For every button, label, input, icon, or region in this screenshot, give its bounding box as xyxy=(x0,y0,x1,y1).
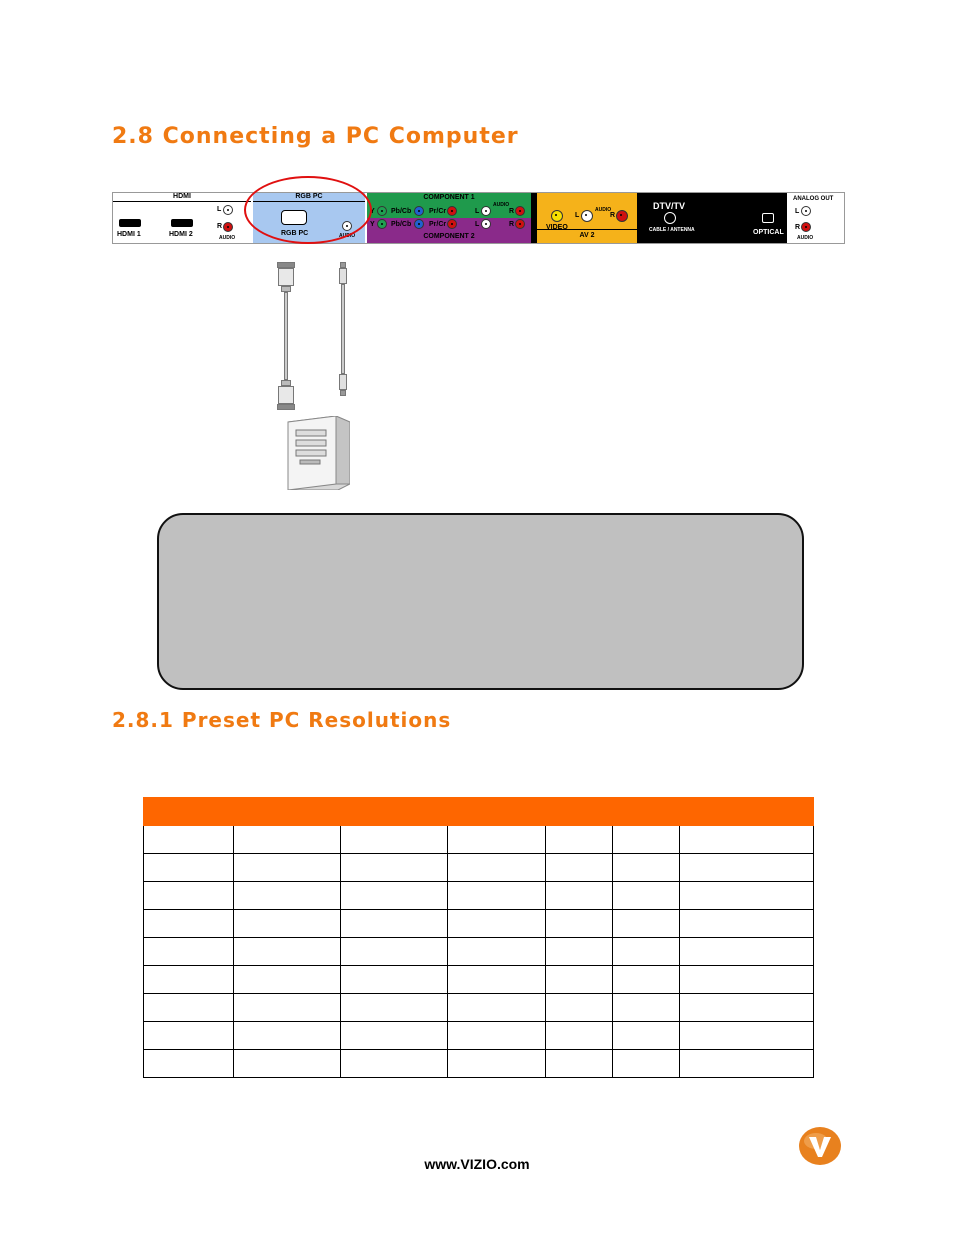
table-cell xyxy=(613,994,680,1022)
table-cell xyxy=(613,966,680,994)
table-cell xyxy=(448,994,546,1022)
table-cell xyxy=(144,854,234,882)
component-1-title: COMPONENT 1 xyxy=(423,194,475,201)
table-row xyxy=(144,910,814,938)
tv-rear-panel xyxy=(112,192,845,244)
hdmi-audio-l-jack-icon xyxy=(223,205,233,215)
analog-audio-label: AUDIO xyxy=(797,235,814,241)
comp1-pb-label: Pb/Cb xyxy=(391,208,412,215)
table-cell xyxy=(341,1022,448,1050)
comp1-pb-jack-icon xyxy=(414,206,424,216)
comp1-audio-label: AUDIO xyxy=(493,202,510,208)
table-row xyxy=(144,1050,814,1078)
analog-out-section xyxy=(789,193,844,243)
vga-cable-icon xyxy=(276,262,296,412)
hdmi-1-label: HDMI 1 xyxy=(117,231,141,238)
table-cell xyxy=(613,1050,680,1078)
table-cell xyxy=(546,882,613,910)
av2-l-label: L xyxy=(575,212,580,219)
table-row xyxy=(144,938,814,966)
comp1-audio-r-jack-icon xyxy=(515,206,525,216)
table-header-cell xyxy=(613,798,680,826)
analog-r-jack-icon xyxy=(801,222,811,232)
table-header-cell xyxy=(680,798,814,826)
table-row xyxy=(144,1022,814,1050)
preset-resolutions-table xyxy=(143,797,814,1078)
table-cell xyxy=(680,826,814,854)
table-cell xyxy=(234,882,341,910)
hdmi-audio-r-jack-icon xyxy=(223,222,233,232)
table-cell xyxy=(613,1022,680,1050)
av2-title: AV 2 xyxy=(579,232,595,239)
comp1-r-label: R xyxy=(509,208,515,215)
audio-cable-icon xyxy=(336,262,350,396)
footer-url: www.VIZIO.com xyxy=(424,1156,530,1172)
rgb-pc-label: RGB PC xyxy=(281,230,309,237)
table-cell xyxy=(613,910,680,938)
rgb-highlight-circle xyxy=(244,176,372,244)
table-cell xyxy=(341,910,448,938)
table-cell xyxy=(234,1050,341,1078)
table-cell xyxy=(144,910,234,938)
av2-audio-r-jack-icon xyxy=(616,210,628,222)
table-cell xyxy=(234,938,341,966)
comp2-pr-label: Pr/Cr xyxy=(429,221,447,228)
component-2-title: COMPONENT 2 xyxy=(423,233,475,240)
av2-audio-label: AUDIO xyxy=(595,207,612,213)
table-cell xyxy=(546,966,613,994)
table-cell xyxy=(546,994,613,1022)
antenna-jack-icon xyxy=(664,212,676,224)
table-cell xyxy=(144,994,234,1022)
table-cell xyxy=(144,882,234,910)
av2-video-label: VIDEO xyxy=(546,224,568,231)
comp1-l-label: L xyxy=(475,208,480,215)
table-cell xyxy=(680,966,814,994)
comp2-y-label: Y xyxy=(370,221,375,228)
analog-r-label: R xyxy=(795,224,801,231)
table-row xyxy=(144,826,814,854)
table-cell xyxy=(341,854,448,882)
comp2-pb-label: Pb/Cb xyxy=(391,221,412,228)
table-cell xyxy=(144,1050,234,1078)
table-header-cell xyxy=(234,798,341,826)
table-cell xyxy=(234,910,341,938)
table-row xyxy=(144,854,814,882)
optical-port-icon xyxy=(762,213,774,223)
table-cell xyxy=(546,938,613,966)
table-cell xyxy=(144,1022,234,1050)
vizio-logo-icon xyxy=(798,1126,842,1166)
table-cell xyxy=(680,994,814,1022)
optical-label: OPTICAL xyxy=(753,229,784,236)
table-row xyxy=(144,994,814,1022)
table-cell xyxy=(546,826,613,854)
table-cell xyxy=(448,910,546,938)
table-row xyxy=(144,966,814,994)
component-section xyxy=(367,193,531,243)
table-cell xyxy=(448,1022,546,1050)
av2-section xyxy=(537,193,637,243)
hdmi-2-label: HDMI 2 xyxy=(169,231,193,238)
table-cell xyxy=(234,966,341,994)
hdmi-audio-r-label: R xyxy=(217,223,223,230)
table-cell xyxy=(680,854,814,882)
table-header-row xyxy=(144,798,814,826)
table-cell xyxy=(234,826,341,854)
table-cell xyxy=(448,826,546,854)
hdmi-section xyxy=(113,193,251,243)
table-cell xyxy=(546,1050,613,1078)
computer-tower-icon xyxy=(278,416,350,490)
comp2-r-label: R xyxy=(509,221,515,228)
comp2-l-label: L xyxy=(475,221,480,228)
dtv-section xyxy=(637,193,787,243)
table-cell xyxy=(341,994,448,1022)
comp2-audio-r-jack-icon xyxy=(515,219,525,229)
dtv-sub-label: CABLE / ANTENNA xyxy=(649,227,695,233)
table-cell xyxy=(448,882,546,910)
analog-l-jack-icon xyxy=(801,206,811,216)
hdmi-port-2-icon xyxy=(171,219,193,227)
table-row xyxy=(144,882,814,910)
table-cell xyxy=(341,1050,448,1078)
subsection-title: 2.8.1 Preset PC Resolutions xyxy=(112,708,452,732)
hdmi-title: HDMI xyxy=(173,193,191,200)
comp1-audio-l-jack-icon xyxy=(481,206,491,216)
table-cell xyxy=(341,938,448,966)
table-cell xyxy=(341,966,448,994)
table-cell xyxy=(546,910,613,938)
table-cell xyxy=(613,938,680,966)
comp2-y-jack-icon xyxy=(377,219,387,229)
av2-r-label: R xyxy=(610,212,616,219)
table-cell xyxy=(341,882,448,910)
analog-out-title: ANALOG OUT xyxy=(793,196,834,202)
table-cell xyxy=(234,994,341,1022)
table-cell xyxy=(680,882,814,910)
comp2-pr-jack-icon xyxy=(447,219,457,229)
table-cell xyxy=(448,938,546,966)
table-cell xyxy=(234,854,341,882)
comp2-pb-jack-icon xyxy=(414,219,424,229)
table-cell xyxy=(546,854,613,882)
comp1-pr-jack-icon xyxy=(447,206,457,216)
table-cell xyxy=(613,826,680,854)
comp1-y-jack-icon xyxy=(377,206,387,216)
av2-audio-l-jack-icon xyxy=(581,210,593,222)
table-cell xyxy=(613,854,680,882)
comp2-audio-l-jack-icon xyxy=(481,219,491,229)
table-cell xyxy=(448,854,546,882)
comp1-y-label: Y xyxy=(370,208,375,215)
rgb-audio-label: AUDIO xyxy=(339,233,356,239)
table-header-cell xyxy=(448,798,546,826)
table-cell xyxy=(341,826,448,854)
table-cell xyxy=(448,1050,546,1078)
table-header-cell xyxy=(546,798,613,826)
section-title: 2.8 Connecting a PC Computer xyxy=(112,124,519,149)
comp1-pr-label: Pr/Cr xyxy=(429,208,447,215)
table-body xyxy=(144,826,814,1078)
table-cell xyxy=(448,966,546,994)
table-cell xyxy=(546,1022,613,1050)
table-header-cell xyxy=(341,798,448,826)
rgb-pc-title: RGB PC xyxy=(295,193,323,200)
table-cell xyxy=(144,938,234,966)
av2-video-jack-icon xyxy=(551,210,563,222)
hdmi-audio-label: AUDIO xyxy=(219,235,236,241)
hdmi-audio-l-label: L xyxy=(217,206,222,213)
table-cell xyxy=(234,1022,341,1050)
hdmi-port-1-icon xyxy=(119,219,141,227)
table-header-cell xyxy=(144,798,234,826)
table-cell xyxy=(680,1022,814,1050)
table-cell xyxy=(680,910,814,938)
table-cell xyxy=(144,966,234,994)
table-cell xyxy=(680,938,814,966)
analog-l-label: L xyxy=(795,208,800,215)
dtv-title: DTV/TV xyxy=(653,201,686,211)
table-cell xyxy=(680,1050,814,1078)
table-cell xyxy=(144,826,234,854)
table-cell xyxy=(613,882,680,910)
note-box xyxy=(157,513,804,690)
